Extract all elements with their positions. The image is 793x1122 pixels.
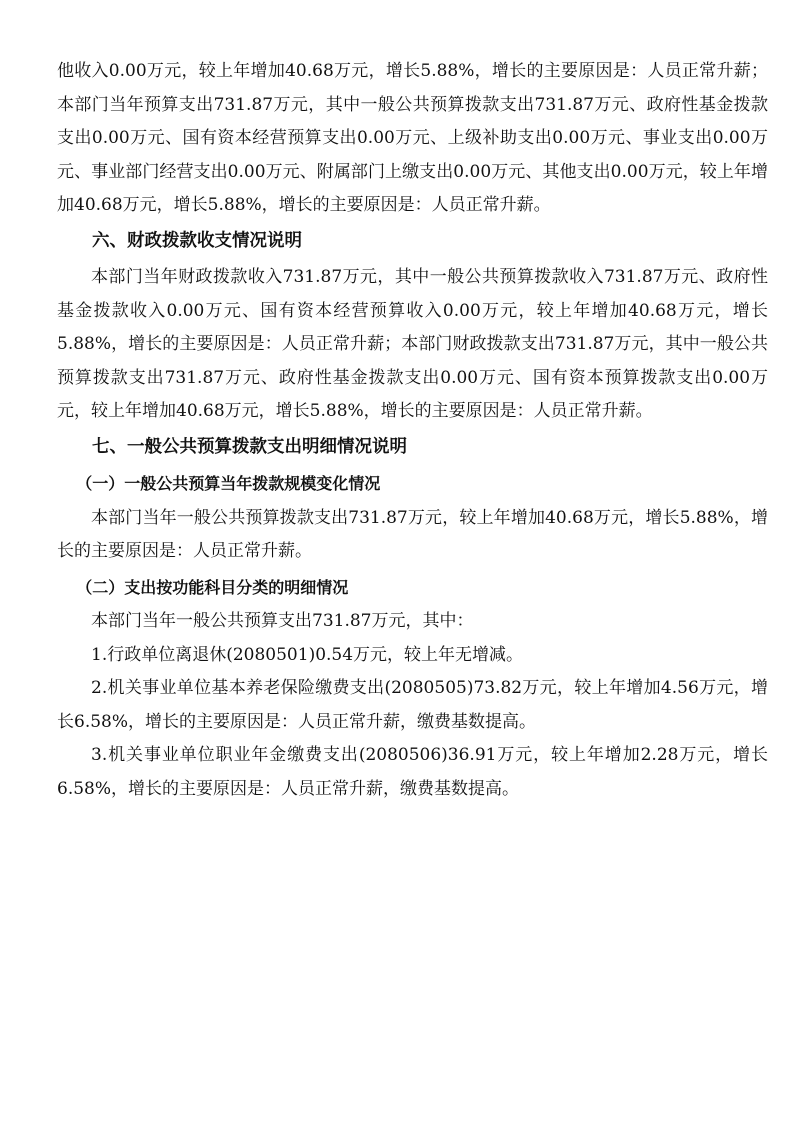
list-item-occupational-annuity: 3.机关事业单位职业年金缴费支出(2080506)36.91万元，较上年增加2.28万元，增长6.58%，增长的主要原因是：人员正常升薪，缴费基数提高。	[57, 745, 768, 799]
paragraph-fiscal-appropriation: 本部门当年财政拨款收入731.87万元，其中一般公共预算拨款收入731.87万元、政府性基金拨款收入0.00万元、国有资本经营预算收入0.00万元，较上年增加40.68万元，增长5.88%，增长的主要原因是：人员正常升薪；本部门财政拨款支出731.87万元，其中一般公共预算拨款支出731.87万元、政府性基金拨款支出0.00万元、国有资本预算拨款支出0.00万元，较上年增加40.68万元，增长5.88%，增长的主要原因是：人员正常升薪。	[57, 267, 768, 421]
list-item-pension-insurance: 2.机关事业单位基本养老保险缴费支出(2080505)73.82万元，较上年增加4.56万元，增长6.58%，增长的主要原因是：人员正常升薪，缴费基数提高。	[57, 678, 768, 732]
document-body	[57, 55, 768, 806]
list-item-retirement: 1.行政单位离退休(2080501)0.54万元，较上年无增减。	[91, 644, 524, 665]
paragraph-functional-intro: 本部门当年一般公共预算支出731.87万元，其中：	[91, 611, 474, 631]
paragraph-other-income-continued: 他收入0.00万元，较上年增加40.68万元，增长5.88%，增长的主要原因是：人员正常升薪；本部门当年预算支出731.87万元，其中一般公共预算拨款支出731.87万元、政府性基金拨款支出0.00万元、国有资本经营预算支出0.00万元、上级补助支出0.00万元、事业支出0.00万元、事业部门经营支出0.00万元、附属部门上缴支出0.00万元、其他支出0.00万元，较上年增加40.68万元，增长5.88%，增长的主要原因是：人员正常升薪。	[57, 61, 768, 215]
subsection-heading-functional-classification: （二）支出按功能科目分类的明细情况	[76, 577, 349, 597]
section-heading-general-budget-detail: 七、一般公共预算拨款支出明细情况说明	[92, 436, 407, 457]
section-heading-fiscal-appropriation: 六、财政拨款收支情况说明	[92, 230, 302, 251]
paragraph-scale-change: 本部门当年一般公共预算拨款支出731.87万元，较上年增加40.68万元，增长5.88%，增长的主要原因是：人员正常升薪。	[57, 507, 768, 561]
subsection-heading-scale-change: （一）一般公共预算当年拨款规模变化情况	[76, 474, 381, 493]
